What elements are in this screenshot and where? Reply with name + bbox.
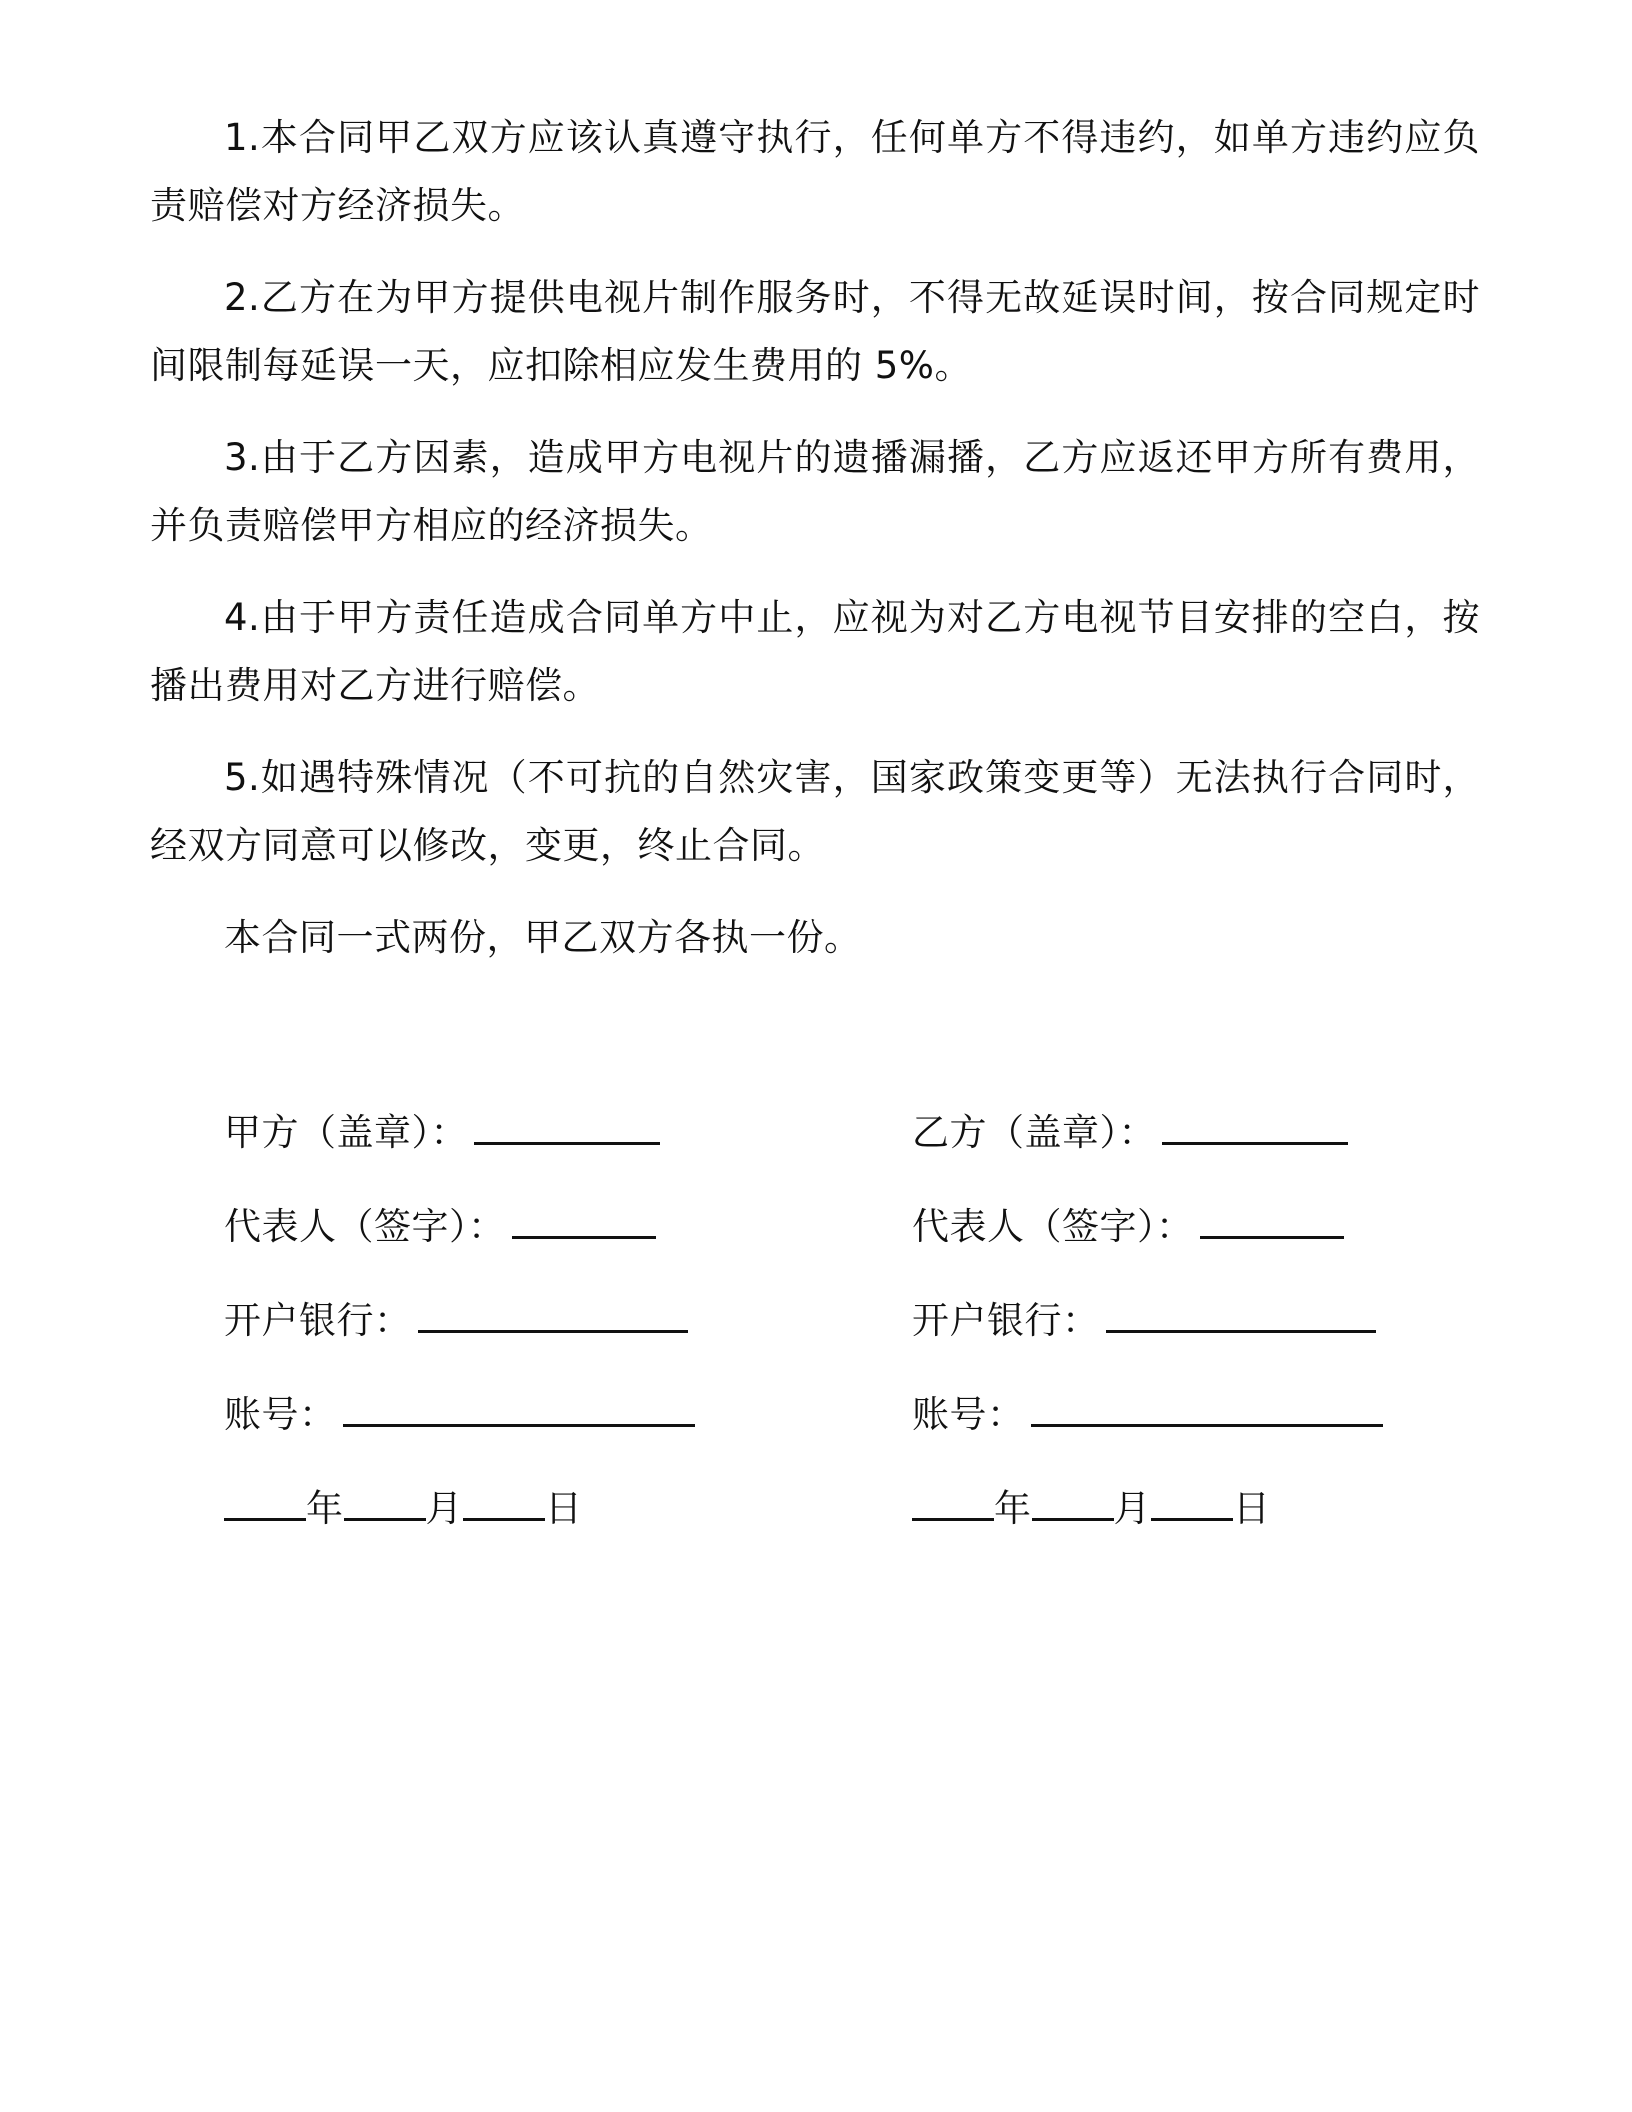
party-b-stamp-blank [1162,1098,1348,1145]
party-b-stamp-label: 乙方（盖章）： [912,1111,1156,1154]
party-b-bank-row [912,1286,1592,1380]
party-b-date-row [912,1474,1592,1568]
clause-3: 3.由于乙方因素，造成甲方电视片的遗播漏播，乙方应返还甲方所有费用，并负责赔偿甲方相应的经济损失。 [150,436,1480,547]
party-b-signature-blank [1200,1192,1344,1239]
clause-2: 2.乙方在为甲方提供电视片制作服务时，不得无故延误时间，按合同规定时间限制每延误一天，应扣除相应发生费用的 5%。 [150,276,1480,387]
party-a-representative-row [224,1192,904,1286]
party-a-month-blank [344,1474,426,1521]
party-b-representative-row [912,1192,1592,1286]
party-a-account-blank [343,1380,695,1427]
party-b-bank-label: 开户银行： [912,1299,1100,1342]
party-b-stamp-row [912,1098,1592,1192]
party-b-month-label: 月 [1113,1487,1151,1530]
party-a-month-label: 月 [425,1487,463,1530]
party-a-year-blank [224,1474,306,1521]
party-a-signature-block [224,1098,904,1568]
party-a-bank-row [224,1286,904,1380]
clause-5: 5.如遇特殊情况（不可抗的自然灾害，国家政策变更等）无法执行合同时，经双方同意可以修改，变更，终止合同。 [150,756,1480,867]
party-b-day-blank [1151,1474,1233,1521]
contract-clauses [150,104,1480,972]
party-b-day-label: 日 [1233,1487,1271,1530]
party-a-year-label: 年 [306,1487,344,1530]
party-a-stamp-row [224,1098,904,1192]
party-b-bank-blank [1106,1286,1376,1333]
party-a-day-label: 日 [545,1487,583,1530]
party-b-year-blank [912,1474,994,1521]
party-a-day-blank [463,1474,545,1521]
party-b-account-blank [1031,1380,1383,1427]
party-a-stamp-blank [474,1098,660,1145]
clause-1: 1.本合同甲乙双方应该认真遵守执行，任何单方不得违约，如单方违约应负责赔偿对方经济损失。 [150,116,1480,227]
party-b-year-label: 年 [994,1487,1032,1530]
clause-4: 4.由于甲方责任造成合同单方中止，应视为对乙方电视节目安排的空白，按播出费用对乙方进行赔偿。 [150,596,1480,707]
party-b-account-label: 账号： [912,1393,1025,1436]
closing-statement: 本合同一式两份，甲乙双方各执一份。 [224,916,862,959]
party-b-representative-label: 代表人（签字）： [912,1205,1194,1248]
party-b-signature-block [912,1098,1592,1568]
party-a-stamp-label: 甲方（盖章）： [224,1111,468,1154]
party-a-bank-blank [418,1286,688,1333]
party-b-month-blank [1032,1474,1114,1521]
party-a-signature-blank [512,1192,656,1239]
party-b-account-row [912,1380,1592,1474]
party-a-account-row [224,1380,904,1474]
party-a-account-label: 账号： [224,1393,337,1436]
party-a-date-row [224,1474,904,1568]
party-a-representative-label: 代表人（签字）： [224,1205,506,1248]
party-a-bank-label: 开户银行： [224,1299,412,1342]
